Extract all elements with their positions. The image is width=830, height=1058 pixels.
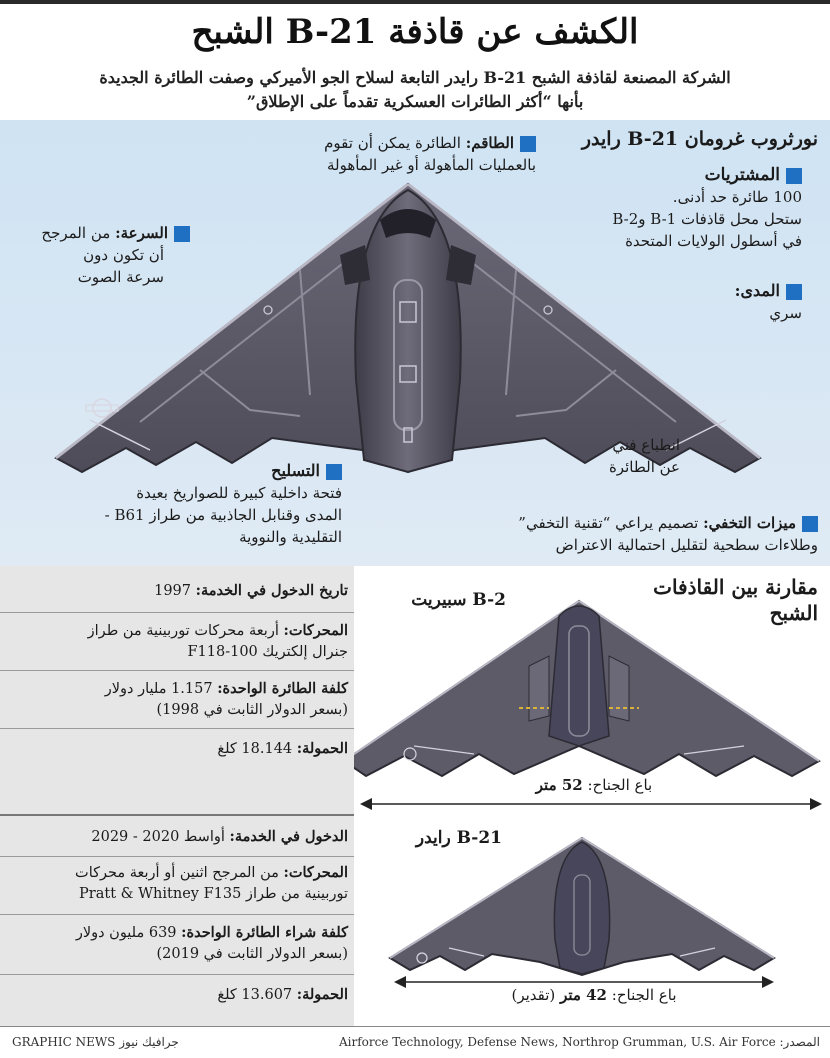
b2-service-entry — [6, 580, 348, 602]
armament-line-2: المدى وقنابل الجاذبية من طراز B61 - — [104, 506, 342, 524]
b21-cost-label: كلفة شراء الطائرة الواحدة: — [181, 924, 348, 941]
b21-service-value: أواسط 2020 - 2029 — [91, 829, 225, 845]
b2-wingspan-arrow — [354, 794, 830, 814]
b2-payload — [6, 738, 348, 760]
source-label: المصدر: — [779, 1035, 820, 1049]
page-title: الكشف عن قاذفة B-21 الشبح — [191, 12, 639, 52]
purchases-line-3: في أسطول الولايات المتحدة — [625, 232, 802, 250]
bullet-square-icon — [802, 516, 818, 532]
b2-payload-value: 18.144 كلغ — [217, 741, 293, 757]
b21-cost-note: (بسعر الدولار الثابت في 2019) — [156, 946, 348, 962]
divider — [0, 670, 354, 671]
speed-callout — [18, 222, 190, 288]
b2-engines-line-1: أربعة محركات توربينية من طراز — [87, 623, 279, 639]
stealth-line-2: وطلاءات سطحية لتقليل احتمالية الاعتراض — [555, 536, 818, 554]
comparison-title-line-1: مقارنة بين القاذفات — [653, 575, 818, 599]
bullet-square-icon — [786, 168, 802, 184]
divider — [0, 914, 354, 915]
top-rule — [0, 0, 830, 4]
b21-wingspan-label: باع الجناح: — [611, 986, 677, 1004]
b2-cost-note: (بسعر الدولار الثابت في 1998) — [156, 702, 348, 718]
b2-name: B-2 سبيريت — [411, 590, 506, 610]
bullet-square-icon — [786, 284, 802, 300]
purchases-label: المشتريات — [704, 165, 780, 185]
footer — [0, 1026, 830, 1058]
comparison-visual-panel — [354, 566, 830, 1026]
crew-line-2: بالعمليات المأهولة أو غير المأهولة — [326, 156, 536, 174]
b21-wingspan-note: (تقدير) — [511, 986, 556, 1004]
b21-engines-line-2: توربينية من طراز Pratt & Whitney F135 — [79, 886, 348, 902]
b2-cost — [6, 678, 348, 721]
b2-engines — [6, 620, 348, 663]
stealth-label: ميزات التخفي: — [703, 514, 796, 532]
range-label: المدى: — [734, 281, 780, 300]
armament-line-3: التقليدية والنووية — [239, 528, 342, 546]
divider — [0, 612, 354, 613]
b21-cost — [6, 922, 348, 965]
crew-callout — [236, 132, 536, 176]
range-value: سري — [769, 304, 802, 322]
crew-label: الطاقم: — [465, 134, 514, 152]
stealth-line-1: تصميم يراعي “تقنية التخفي” — [518, 514, 699, 532]
b2-wingspan-value: 52 متر — [535, 776, 583, 794]
page-subtitle — [20, 66, 810, 114]
divider — [0, 728, 354, 729]
subtitle-line-1: الشركة المصنعة لقاذفة الشبح B-21 رايدر التابعة لسلاح الجو الأميركي وصفت الطائرة الجديدة — [99, 68, 731, 87]
b21-cost-value: 639 مليون دولار — [75, 925, 177, 941]
speed-line-1: من المرجح — [41, 224, 111, 242]
b21-wingspan-value: 42 متر — [560, 986, 607, 1004]
subtitle-line-2: بأنها “أكثر الطائرات العسكرية تقدماً على الإطلاق” — [246, 92, 584, 111]
speed-line-3: سرعة الصوت — [77, 268, 164, 286]
artist-line-1: انطباع فني — [612, 436, 680, 454]
b21-payload — [6, 984, 348, 1006]
brand-credit: GRAPHIC NEWS جرافيك نيوز — [12, 1035, 179, 1049]
b21-engines-line-1: من المرجح اثنين أو أربعة محركات — [75, 865, 279, 881]
speed-line-2: أن تكون دون — [83, 246, 164, 264]
bullet-square-icon — [520, 136, 536, 152]
source-value: Airforce Technology, Defense News, Northrop Grumman, U.S. Air Force — [339, 1035, 776, 1049]
b21-service-entry — [6, 826, 348, 848]
b21-name: B-21 رايدر — [415, 828, 502, 848]
b2-service-value: 1997 — [154, 583, 192, 599]
divider — [0, 974, 354, 975]
b2-service-label: تاريخ الدخول في الخدمة: — [195, 582, 348, 599]
b2-engines-label: المحركات: — [283, 622, 348, 639]
comparison-specs-panel — [0, 566, 354, 1026]
b21-engines-label: المحركات: — [283, 864, 348, 881]
range-callout — [622, 280, 802, 324]
crew-line-1: الطائرة يمكن أن تقوم — [324, 134, 461, 152]
b21-service-label: الدخول في الخدمة: — [229, 828, 348, 845]
hero-panel — [0, 120, 830, 566]
stealth-callout — [458, 512, 818, 556]
armament-line-1: فتحة داخلية كبيرة للصواريخ بعيدة — [136, 484, 342, 502]
artist-line-2: عن الطائرة — [608, 458, 680, 476]
b21-engines — [6, 862, 348, 905]
b21-illustration — [354, 830, 830, 980]
purchases-line-1: 100 طائرة حد أدنى. — [672, 188, 802, 206]
purchases-callout — [562, 164, 802, 252]
b2-cost-value: 1.157 مليار دولار — [104, 681, 213, 697]
b21-payload-value: 13.607 كلغ — [217, 987, 293, 1003]
b2-payload-label: الحمولة: — [296, 740, 348, 757]
b2-cost-label: كلفة الطائرة الواحدة: — [217, 680, 348, 697]
source-credit — [339, 1035, 820, 1049]
purchases-line-2: ستحل محل قاذفات B-1 وB-2 — [612, 210, 802, 228]
comparison-title-line-2: الشبح — [769, 601, 818, 625]
aircraft-name: نورثروب غرومان B-21 رايدر — [581, 128, 818, 150]
b21-payload-label: الحمولة: — [296, 986, 348, 1003]
b2-wingspan-label: باع الجناح: — [587, 776, 653, 794]
armament-callout — [60, 460, 342, 548]
armament-label: التسليح — [271, 461, 320, 480]
b21-wingspan — [474, 986, 714, 1004]
speed-label: السرعة: — [115, 224, 168, 242]
divider — [0, 856, 354, 857]
section-divider — [0, 814, 354, 816]
bullet-square-icon — [326, 464, 342, 480]
b2-wingspan — [504, 776, 684, 794]
bullet-square-icon — [174, 226, 190, 242]
artist-impression-note — [560, 434, 680, 478]
b2-engines-line-2: جنرال إلكتريك F118-100 — [187, 644, 348, 660]
